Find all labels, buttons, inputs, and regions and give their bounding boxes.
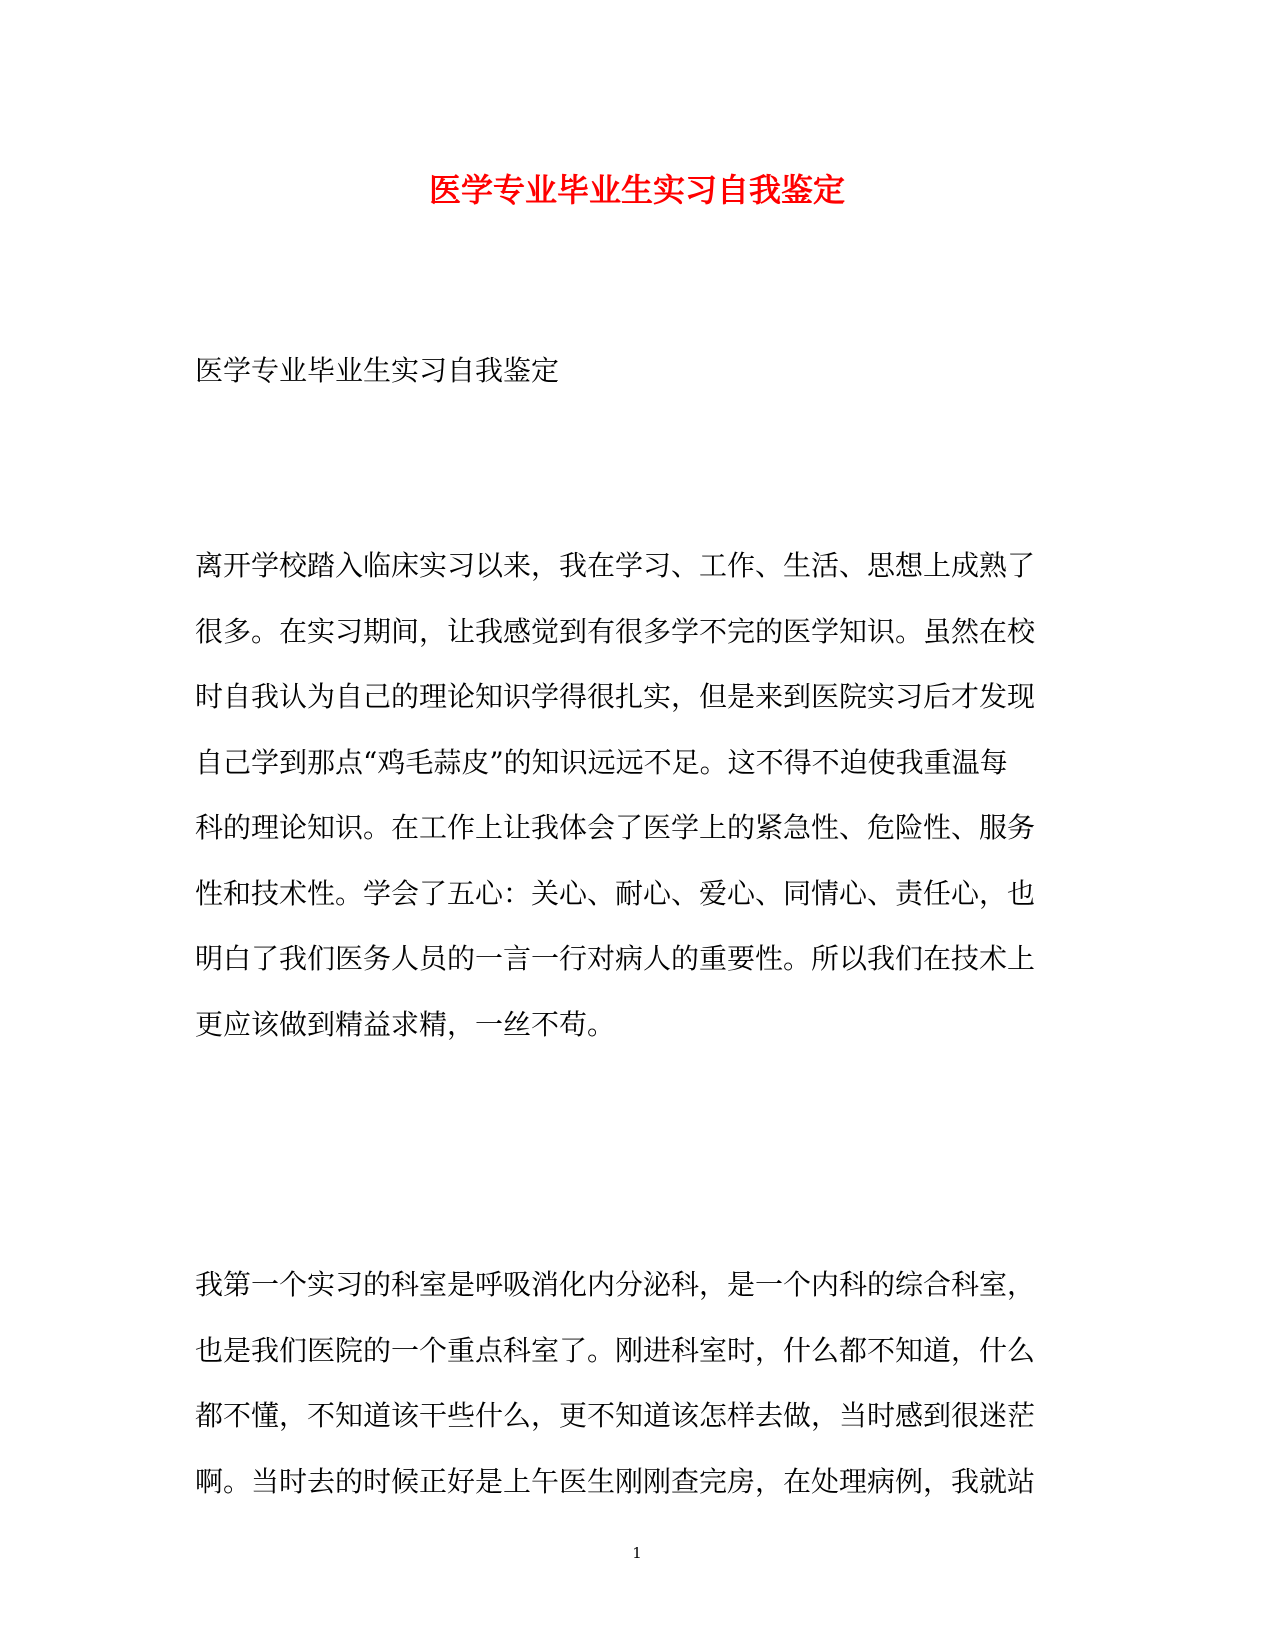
document-subtitle: 医学专业毕业生实习自我鉴定 [195,354,560,387]
paragraph-line: 性和技术性。学会了五心：关心、耐心、爱心、同情心、责任心，也 [195,876,1036,910]
paragraph-line: 很多。在实习期间，让我感觉到有很多学不完的医学知识。虽然在校 [195,614,1036,648]
paragraph-line: 更应该做到精益求精，一丝不苟。 [195,1007,616,1041]
paragraph-line: 离开学校踏入临床实习以来，我在学习、工作、生活、思想上成熟了 [195,549,1036,582]
document-title: 医学专业毕业生实习自我鉴定 [428,171,845,209]
paragraph-line: 也是我们医院的一个重点科室了。刚进科室时，什么都不知道，什么 [195,1333,1036,1367]
body-paragraph-1 [195,546,1075,1070]
page-number: 1 [632,1544,642,1562]
body-paragraph-2 [195,1265,1075,1527]
paragraph-line: 啊。当时去的时候正好是上午医生刚刚查完房，在处理病例，我就站 [195,1464,1036,1498]
paragraph-line: 我第一个实习的科室是呼吸消化内分泌科，是一个内科的综合科室， [195,1268,1036,1301]
paragraph-line: 明白了我们医务人员的一言一行对病人的重要性。所以我们在技术上 [195,942,1036,975]
paragraph-line: 自己学到那点“鸡毛蒜皮”的知识远远不足。这不得不迫使我重温每 [195,745,1008,779]
paragraph-line: 时自我认为自己的理论知识学得很扎实，但是来到医院实习后才发现 [195,680,1036,713]
paragraph-line: 都不懂，不知道该干些什么，更不知道该怎样去做，当时感到很迷茫 [195,1399,1036,1432]
paragraph-line: 科的理论知识。在工作上让我体会了医学上的紧急性、危险性、服务 [195,811,1036,844]
